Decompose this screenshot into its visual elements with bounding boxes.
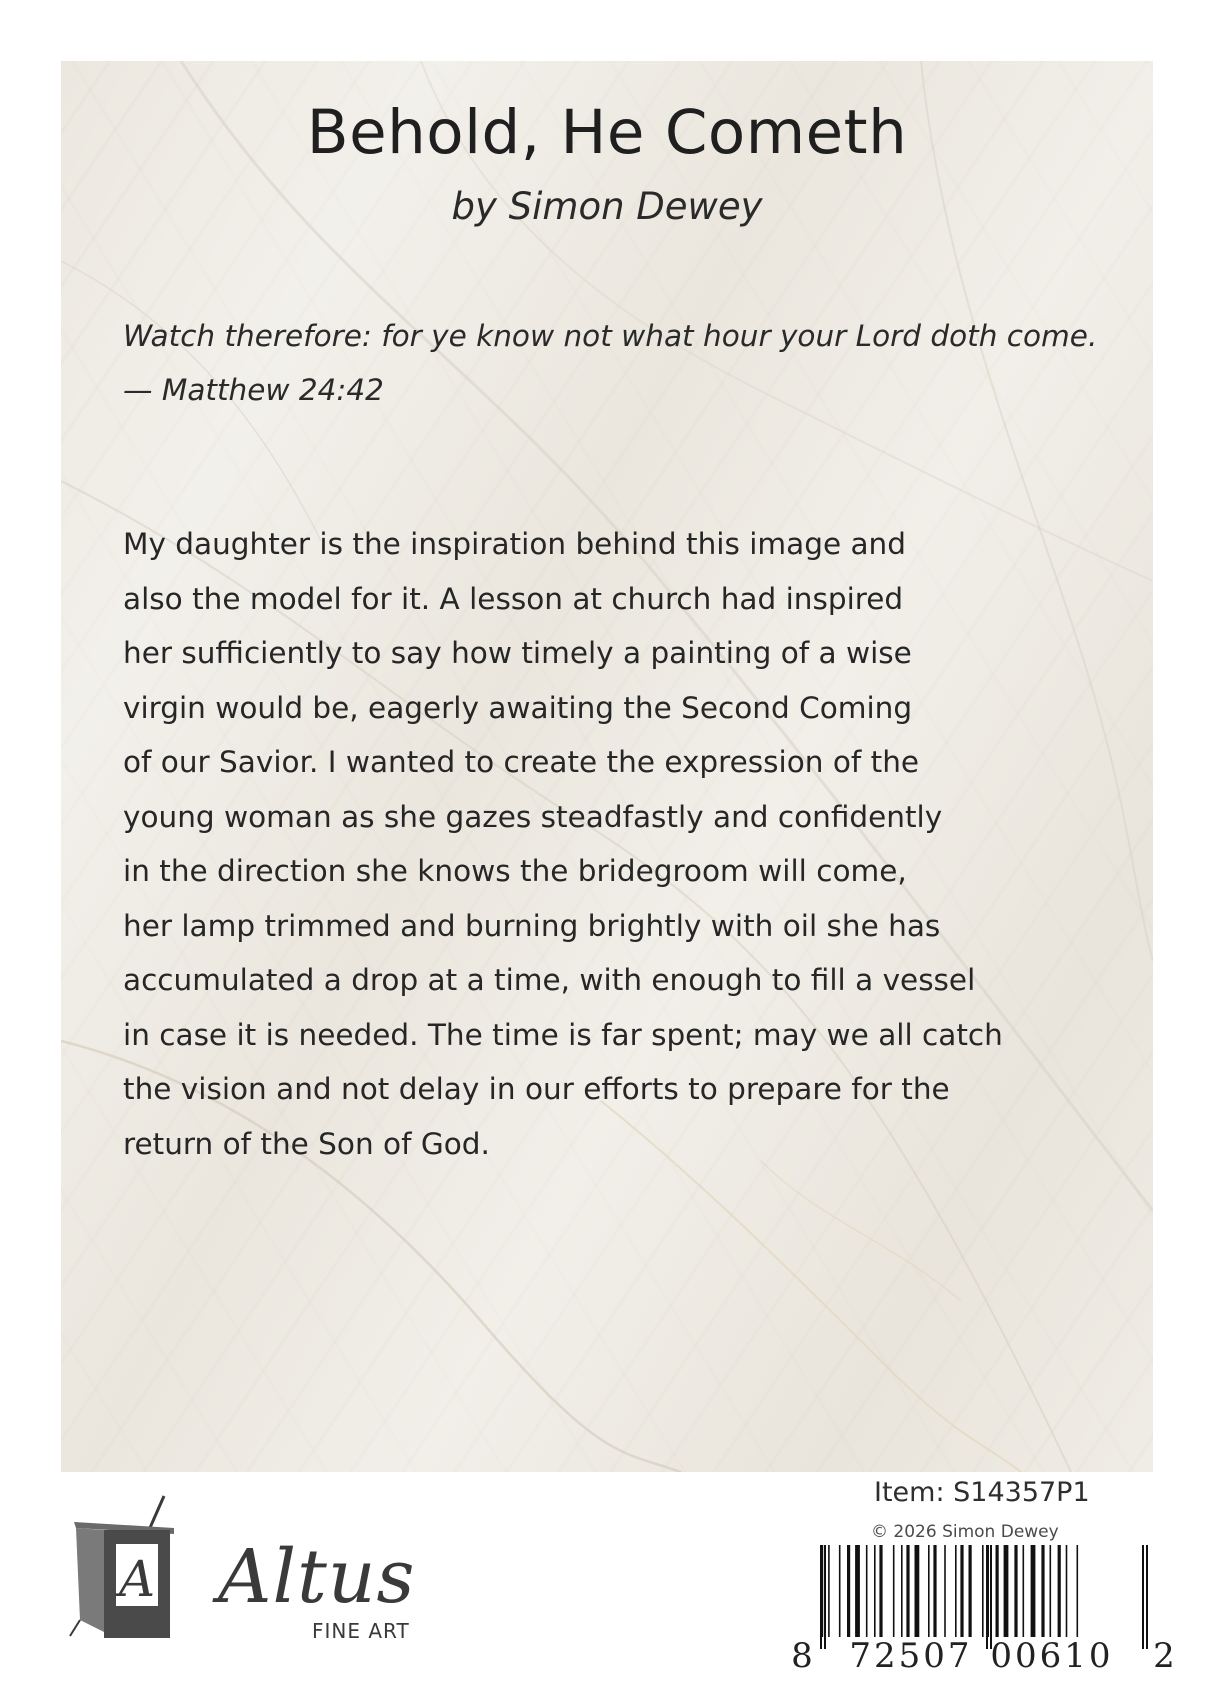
- barcode-bar: [1014, 1545, 1017, 1637]
- barcode-guard-bar: [986, 1545, 988, 1649]
- barcode-bar: [1050, 1545, 1052, 1637]
- barcode-bar: [906, 1545, 909, 1637]
- framed-easel-icon: [64, 1490, 214, 1640]
- barcode-bar: [960, 1545, 963, 1637]
- barcode-bar: [955, 1545, 957, 1637]
- barcode-guard-bar: [824, 1545, 826, 1649]
- description-line: accumulated a drop at a time, with enough to fill a vessel: [123, 963, 976, 997]
- barcode-bar: [982, 1545, 984, 1637]
- artist-byline: by Simon Dewey: [451, 185, 763, 228]
- barcode-bar: [944, 1545, 946, 1637]
- logo-wordmark: Altus: [218, 1534, 416, 1620]
- description-line: virgin would be, eagerly awaiting the Second Coming: [123, 690, 913, 725]
- description-line: the vision and not delay in our efforts to prepare for the: [123, 1072, 950, 1106]
- barcode-digit: 2: [1153, 1636, 1175, 1675]
- description-line: her sufficiently to say how timely a painting of a wise: [123, 636, 912, 670]
- barcode-guard-bar: [820, 1545, 822, 1649]
- barcode-bar: [866, 1545, 868, 1637]
- description-line: also the model for it. A lesson at church had inspired: [123, 581, 904, 616]
- barcode-bar: [839, 1545, 841, 1637]
- barcode-bar: [969, 1545, 972, 1637]
- barcode-bar: [1023, 1545, 1025, 1637]
- logo-letter: A: [118, 1550, 156, 1608]
- description-line: her lamp trimmed and burning brightly with oil she has: [123, 908, 941, 943]
- barcode-bar: [828, 1545, 830, 1637]
- description-line: of our Savior. I wanted to create the expression of the: [123, 745, 920, 779]
- barcode-bar: [933, 1545, 936, 1637]
- barcode-bar: [855, 1545, 860, 1637]
- barcode-bar: [1058, 1545, 1061, 1637]
- barcode-digit: 72507: [849, 1636, 973, 1675]
- description-line: in case it is needed. The time is far spent; may we all catch: [123, 1017, 1003, 1052]
- description-line: in the direction she knows the bridegroom will come,: [123, 854, 907, 888]
- barcode-bar: [874, 1545, 876, 1637]
- copyright-notice: © 2026 Simon Dewey: [871, 1522, 1059, 1542]
- barcode-bar: [996, 1545, 999, 1637]
- barcode-bar: [1031, 1545, 1036, 1637]
- barcode-bar: [879, 1545, 882, 1637]
- scripture-quote: Watch therefore: for ye know not what hour your Lord doth come. — Matthew 24:42: [123, 319, 1098, 407]
- barcode-bar: [928, 1545, 930, 1637]
- barcode-bar: [901, 1545, 903, 1637]
- barcode-guard-bar: [1146, 1545, 1148, 1649]
- barcode-guard-bar: [1142, 1545, 1144, 1649]
- barcode: [790, 1545, 1180, 1675]
- description-line: return of the Son of God.: [123, 1126, 490, 1161]
- barcode-bar: [847, 1545, 850, 1637]
- barcode-digit: 00610: [990, 1636, 1114, 1675]
- barcode-digit: 8: [791, 1636, 813, 1675]
- barcode-bar: [893, 1545, 895, 1637]
- barcode-bar: [1066, 1545, 1068, 1637]
- description-line: young woman as she gazes steadfastly and confidently: [123, 799, 943, 834]
- barcode-bar: [1077, 1545, 1079, 1637]
- marble-card: [61, 61, 1153, 1472]
- description-line: My daughter is the inspiration behind this image and: [123, 527, 906, 561]
- barcode-bar: [1004, 1545, 1009, 1637]
- description-text: [123, 517, 1003, 1171]
- logo-subtitle: FINE ART: [312, 1619, 410, 1643]
- item-number: Item: S14357P1: [874, 1477, 1090, 1508]
- barcode-bar: [1041, 1545, 1044, 1637]
- artwork-title: Behold, He Cometh: [306, 97, 908, 168]
- barcode-bar: [915, 1545, 920, 1637]
- barcode-guard-bar: [990, 1545, 992, 1649]
